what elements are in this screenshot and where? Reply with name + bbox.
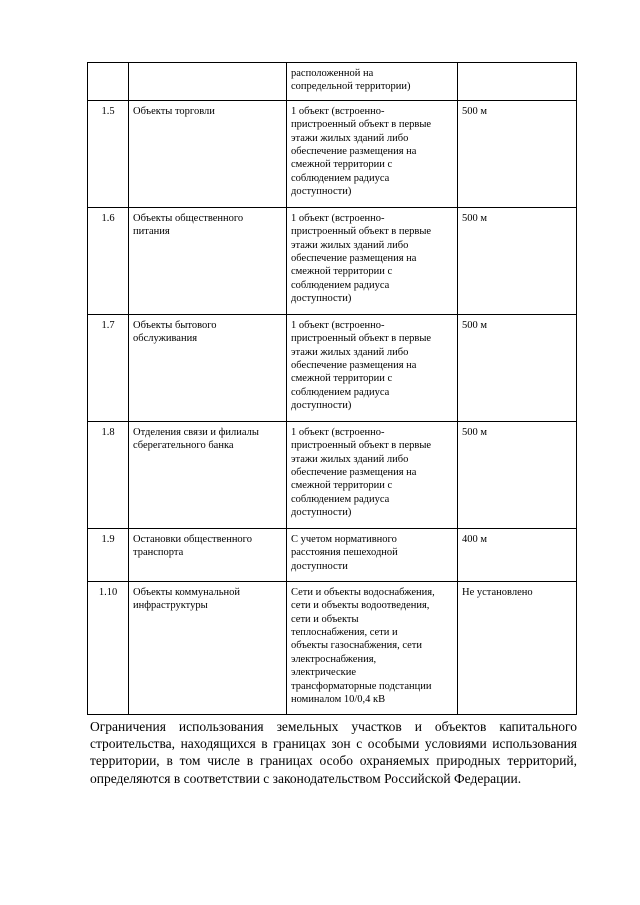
row-number: 1.8 [88, 421, 129, 528]
row-number: 1.10 [88, 581, 129, 714]
object-name: Объекты коммунальной инфраструктуры [129, 581, 287, 714]
table-row [88, 314, 577, 421]
table-row [88, 528, 577, 581]
requirements-table [87, 62, 577, 715]
requirement-text: 1 объект (встроенно- пристроенный объект в первые этажи жилых зданий либо обеспечение размещения на смежной территории с соблюдением радиуса доступности) [287, 100, 458, 207]
requirement-text: Сети и объекты водоснабжения, сети и объекты водоотведения, сети и объекты теплоснабжения, сети и объекты газоснабжения, сети электроснабжения, электрические трансформаторные подстанции номиналом 10/0,4 кВ [287, 581, 458, 714]
object-name: Отделения связи и филиалы сберегательного банка [129, 421, 287, 528]
distance-value: 500 м [458, 207, 577, 314]
distance-value: 500 м [458, 314, 577, 421]
requirement-text: 1 объект (встроенно- пристроенный объект в первые этажи жилых зданий либо обеспечение размещения на смежной территории с соблюдением радиуса доступности) [287, 314, 458, 421]
table-row [88, 421, 577, 528]
row-number: 1.9 [88, 528, 129, 581]
table-row [88, 100, 577, 207]
distance-value: 500 м [458, 421, 577, 528]
restrictions-paragraph: Ограничения использования земельных участков и объектов капитального строительства, находящихся в границах зон с особыми условиями использования территории, в том числе в границах особо охраняемых природных территорий, определяются в соответствии с законодательством Российской Федерации. [90, 719, 577, 786]
row-number: 1.6 [88, 207, 129, 314]
table-row-continued [88, 63, 577, 101]
object-name: Объекты общественного питания [129, 207, 287, 314]
object-name: Объекты бытового обслуживания [129, 314, 287, 421]
requirement-text: 1 объект (встроенно- пристроенный объект в первые этажи жилых зданий либо обеспечение размещения на смежной территории с соблюдением радиуса доступности) [287, 207, 458, 314]
distance-value: 400 м [458, 528, 577, 581]
distance-value [458, 63, 577, 101]
table-row [88, 581, 577, 714]
object-name [129, 63, 287, 101]
row-number [88, 63, 129, 101]
distance-value: Не установлено [458, 581, 577, 714]
table-row [88, 207, 577, 314]
row-number: 1.7 [88, 314, 129, 421]
requirement-text: расположенной на сопредельной территории) [287, 63, 458, 101]
requirement-text: С учетом нормативного расстояния пешеходной доступности [287, 528, 458, 581]
distance-value: 500 м [458, 100, 577, 207]
row-number: 1.5 [88, 100, 129, 207]
object-name: Остановки общественного транспорта [129, 528, 287, 581]
object-name: Объекты торговли [129, 100, 287, 207]
requirement-text: 1 объект (встроенно- пристроенный объект в первые этажи жилых зданий либо обеспечение размещения на смежной территории с соблюдением радиуса доступности) [287, 421, 458, 528]
